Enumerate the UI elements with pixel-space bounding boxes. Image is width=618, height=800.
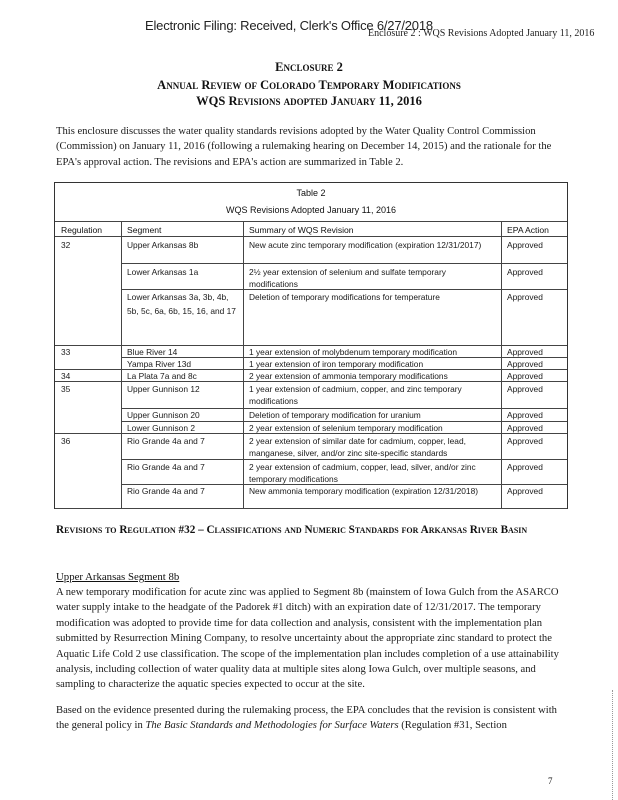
- table-cell-segment: Upper Gunnison 20: [127, 410, 200, 420]
- row-divider: [55, 508, 567, 509]
- table-cell-action: Approved: [507, 267, 543, 277]
- table-cell-action: Approved: [507, 292, 543, 302]
- enclosure-heading: Enclosure 2: [275, 60, 343, 74]
- row-divider: [121, 263, 567, 264]
- table-caption-number: Table 2: [296, 188, 326, 198]
- table-cell-segment: Rio Grande 4a and 7: [127, 436, 205, 446]
- table-cell-action: Approved: [507, 410, 543, 420]
- table-cell-action: Approved: [507, 436, 543, 446]
- body-paragraph: A new temporary modification for acute zinc was applied to Segment 8b (mainstem of Iowa Gulch from the ASARCO water supply intake to the headgate of the Padorek #1 ditch) with an expiration date of 12/31/2017. The temporary modification was adopted to provide time for data collection and analysis, consistent with the implementation plan submitted by Resurrection Mining Company, to resolve uncertainty about the appropriate zinc standard to protect the Aquatic Life Cold 2 use classification. The scope of the implementation plan includes completion of a use attainability analysis, including collection of water quality data at multiple sites along Iowa Gulch, over multiple seasons, and sampling to characterize the aquatic species expected to occur at the site.: [56, 587, 559, 691]
- table-cell-segment: Rio Grande 4a and 7: [127, 486, 205, 496]
- wqs-revisions-table: [54, 182, 568, 509]
- column-header-segment: Segment: [127, 225, 162, 235]
- page-number: 7: [548, 776, 553, 786]
- table-cell-summary: 2½ year extension of selenium and sulfate temporary modifications: [249, 267, 446, 289]
- body-paragraph-2: [56, 703, 568, 734]
- table-cell-summary: 2 year extension of similar date for cadmium, copper, lead, manganese, silver, and/or zinc site-specific standards: [249, 436, 466, 458]
- document-subtitle: WQS Revisions adopted January 11, 2016: [196, 94, 422, 108]
- table-cell-segment: Lower Gunnison 2: [127, 423, 195, 433]
- table-cell-regulation: 33: [61, 347, 71, 357]
- section-heading: Revisions to Regulation #32 – Classifications and Numeric Standards for Arkansas River Basin: [56, 524, 528, 536]
- table-cell-summary: 1 year extension of cadmium, copper, and zinc temporary modifications: [249, 384, 462, 406]
- table-cell-action: Approved: [507, 347, 543, 357]
- table-cell-segment: Rio Grande 4a and 7: [127, 462, 205, 472]
- table-cell-action: Approved: [507, 359, 543, 369]
- table-cell-summary: 2 year extension of selenium temporary modification: [249, 423, 443, 433]
- column-header-summary: Summary of WQS Revision: [249, 225, 354, 235]
- row-divider: [55, 236, 567, 237]
- table-caption-title: WQS Revisions Adopted January 11, 2016: [226, 205, 396, 215]
- table-cell-segment: Upper Gunnison 12: [127, 384, 200, 394]
- column-header-epa-action: EPA Action: [507, 225, 549, 235]
- table-cell-regulation: 35: [61, 384, 71, 394]
- table-cell-summary: Deletion of temporary modification for uranium: [249, 410, 421, 420]
- table-cell-segment: Lower Arkansas 1a: [127, 267, 199, 277]
- table-cell-action: Approved: [507, 371, 543, 381]
- table-cell-regulation: 36: [61, 436, 71, 446]
- row-divider: [121, 459, 567, 460]
- filing-stamp: Electronic Filing: Received, Clerk's Office 6/27/2018: [145, 18, 433, 33]
- intro-paragraph: This enclosure discusses the water quality standards revisions adopted by the Water Quality Control Commission (Commission) on January 11, 2016 (following a rulemaking hearing on December 14, 2015) and the rationale for the EPA's approval action. The revisions and EPA's action are summarized in Table 2.: [56, 126, 552, 168]
- table-cell-action: Approved: [507, 240, 543, 250]
- table-cell-action: Approved: [507, 384, 543, 394]
- table-cell-segment: Upper Arkansas 8b: [127, 240, 199, 250]
- table-cell-segment: Yampa River 13d: [127, 359, 192, 369]
- scan-edge: [612, 690, 613, 800]
- body-text: Based on the evidence presented during the rulemaking process, the EPA concludes that the revision is consistent with the general policy in: [56, 705, 557, 732]
- segment-subheading: Upper Arkansas Segment 8b: [56, 571, 180, 583]
- table-cell-summary: New acute zinc temporary modification (expiration 12/31/2017): [249, 240, 482, 250]
- column-header-regulation: Regulation: [61, 225, 103, 235]
- table-cell-summary: 2 year extension of ammonia temporary modifications: [249, 371, 448, 381]
- table-divider: [55, 221, 567, 222]
- column-divider: [121, 221, 122, 509]
- table-cell-action: Approved: [507, 486, 543, 496]
- document-title: Annual Review of Colorado Temporary Modifications: [157, 78, 461, 92]
- table-cell-summary: 2 year extension of cadmium, copper, lead, silver, and/or zinc temporary modifications: [249, 462, 476, 484]
- table-cell-segment: Blue River 14: [127, 347, 178, 357]
- table-cell-segment: Lower Arkansas 3a, 3b, 4b, 5b, 5c, 6a, 6b, 15, 16, and 17: [127, 292, 236, 316]
- table-cell-regulation: 32: [61, 240, 71, 250]
- column-divider: [243, 221, 244, 509]
- table-cell-summary: New ammonia temporary modification (expiration 12/31/2018): [249, 486, 479, 496]
- table-cell-action: Approved: [507, 462, 543, 472]
- table-cell-summary: 1 year extension of molybdenum temporary modification: [249, 347, 458, 357]
- table-cell-action: Approved: [507, 423, 543, 433]
- table-cell-summary: 1 year extension of iron temporary modification: [249, 359, 424, 369]
- column-divider: [501, 221, 502, 509]
- body-text: (Regulation #31, Section: [398, 720, 507, 732]
- table-cell-segment: La Plata 7a and 8c: [127, 371, 197, 381]
- table-cell-summary: Deletion of temporary modifications for temperature: [249, 292, 440, 302]
- running-header: Enclosure 2 : WQS Revisions Adopted January 11, 2016: [368, 28, 595, 39]
- regulation-title: The Basic Standards and Methodologies for Surface Waters: [145, 720, 399, 732]
- table-cell-regulation: 34: [61, 371, 71, 381]
